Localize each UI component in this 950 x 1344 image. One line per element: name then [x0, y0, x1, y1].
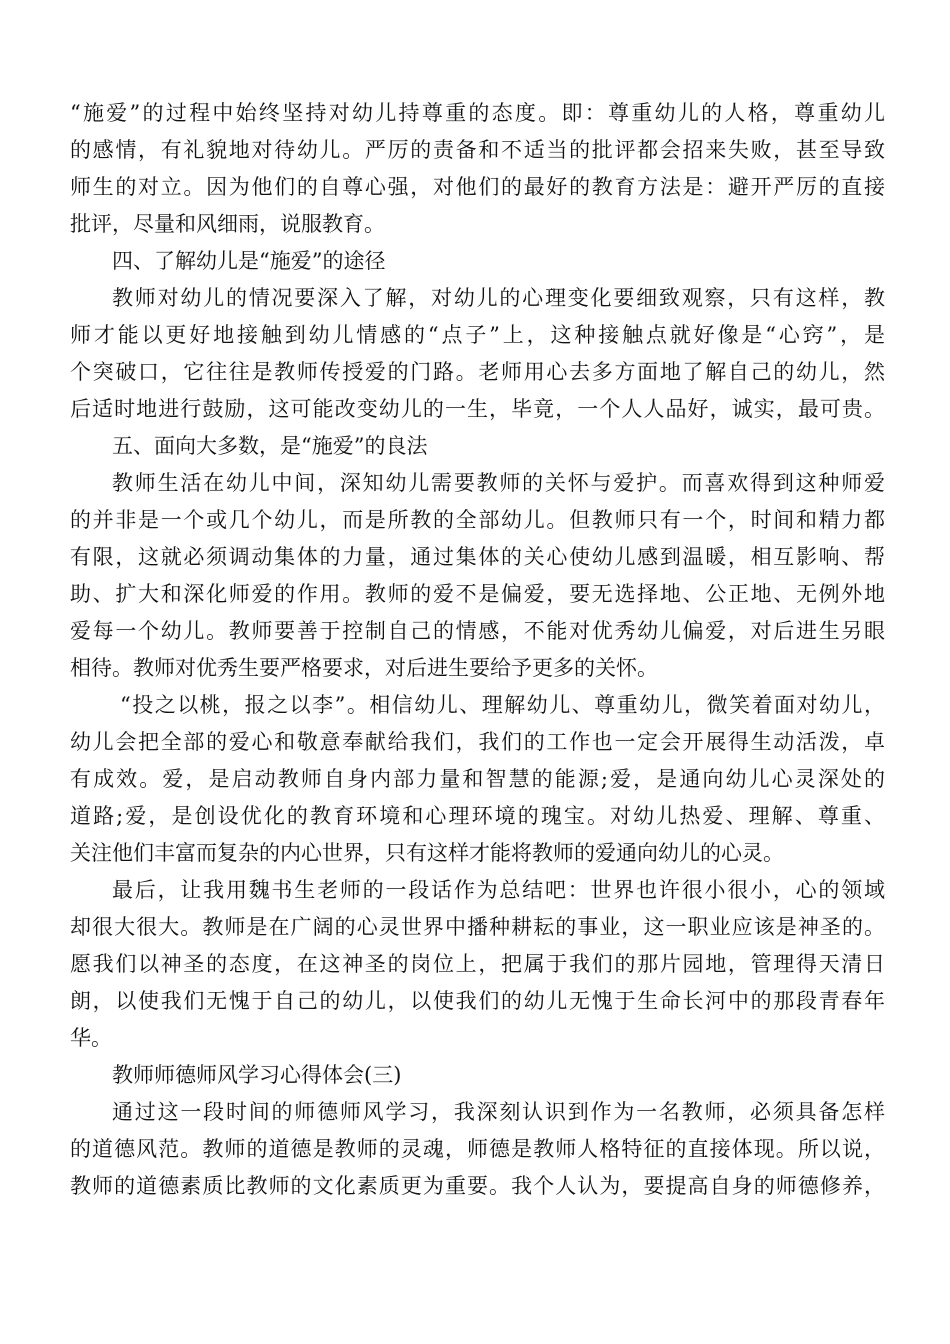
- text-line: 教师生活在幼儿中间，深知幼儿需要教师的关怀与爱护。而喜欢得到这种师爱: [112, 471, 885, 495]
- text-line: 有成效。爱，是启动教师自身内部力量和智慧的能源;爱，是通向幼儿心灵深处的: [70, 767, 885, 791]
- text-line: 师才能以更好地接触到幼儿情感的“点子”上，这种接触点就好像是“心窍”，是: [70, 323, 885, 347]
- text-line: 朗，以使我们无愧于自己的幼儿，以使我们的幼儿无愧于生命长河中的那段青春年: [70, 989, 885, 1013]
- text-line: 的感情，有礼貌地对待幼儿。严厉的责备和不适当的批评都会招来失败，甚至导致: [70, 138, 885, 162]
- text-line: 后适时地进行鼓励，这可能改变幼儿的一生，毕竟，一个人人品好，诚实，最可贵。: [70, 397, 885, 421]
- document-page: [70, 95, 885, 1205]
- text-line: 教师对幼儿的情况要深入了解，对幼儿的心理变化要细致观察，只有这样，教: [112, 286, 885, 310]
- text-line: “投之以桃，报之以李”。相信幼儿、理解幼儿、尊重幼儿，微笑着面对幼儿，: [120, 693, 885, 717]
- text-line: 却很大很大。教师是在广阔的心灵世界中播种耕耘的事业，这一职业应该是神圣的。: [70, 915, 885, 939]
- text-line: 华。: [70, 1026, 112, 1050]
- text-line: 道路;爱，是创设优化的教育环境和心理环境的瑰宝。对幼儿热爱、理解、尊重、: [70, 804, 885, 828]
- text-line: 相待。教师对优秀生要严格要求，对后进生要给予更多的关怀。: [70, 656, 658, 680]
- text-line: 愿我们以神圣的态度，在这神圣的岗位上，把属于我们的那片园地，管理得天清日: [70, 952, 885, 976]
- text-line: 师生的对立。因为他们的自尊心强，对他们的最好的教育方法是：避开严厉的直接: [70, 175, 885, 199]
- text-line: 教师师德师风学习心得体会(三): [112, 1063, 402, 1087]
- text-line: 个突破口，它往往是教师传授爱的门路。老师用心去多方面地了解自己的幼儿，然: [70, 360, 885, 384]
- text-line: 教师的道德素质比教师的文化素质更为重要。我个人认为，要提高自身的师德修养，: [70, 1174, 885, 1198]
- text-line: 助、扩大和深化师爱的作用。教师的爱不是偏爱，要无选择地、公正地、无例外地: [70, 582, 885, 606]
- text-line: 批评，尽量和风细雨，说服教育。: [70, 212, 385, 236]
- text-line: 爱每一个幼儿。教师要善于控制自己的情感，不能对优秀幼儿偏爱，对后进生另眼: [70, 619, 885, 643]
- text-line: 的道德风范。教师的道德是教师的灵魂，师德是教师人格特征的直接体现。所以说，: [70, 1137, 885, 1161]
- text-line: 幼儿会把全部的爱心和敬意奉献给我们，我们的工作也一定会开展得生动活泼，卓: [70, 730, 885, 754]
- text-line: 五、面向大多数，是“施爱”的良法: [112, 434, 428, 458]
- text-line: 的并非是一个或几个幼儿，而是所教的全部幼儿。但教师只有一个，时间和精力都: [70, 508, 885, 532]
- text-line: 关注他们丰富而复杂的内心世界，只有这样才能将教师的爱通向幼儿的心灵。: [70, 841, 784, 865]
- text-line: 有限，这就必须调动集体的力量，通过集体的关心使幼儿感到温暖，相互影响、帮: [70, 545, 885, 569]
- text-line: 通过这一段时间的师德师风学习，我深刻认识到作为一名教师，必须具备怎样: [112, 1100, 885, 1124]
- text-line: 最后，让我用魏书生老师的一段话作为总结吧：世界也许很小很小，心的领域: [112, 878, 885, 902]
- text-line: “施爱”的过程中始终坚持对幼儿持尊重的态度。即：尊重幼儿的人格，尊重幼儿: [70, 101, 885, 125]
- text-line: 四、了解幼儿是“施爱”的途径: [112, 249, 386, 273]
